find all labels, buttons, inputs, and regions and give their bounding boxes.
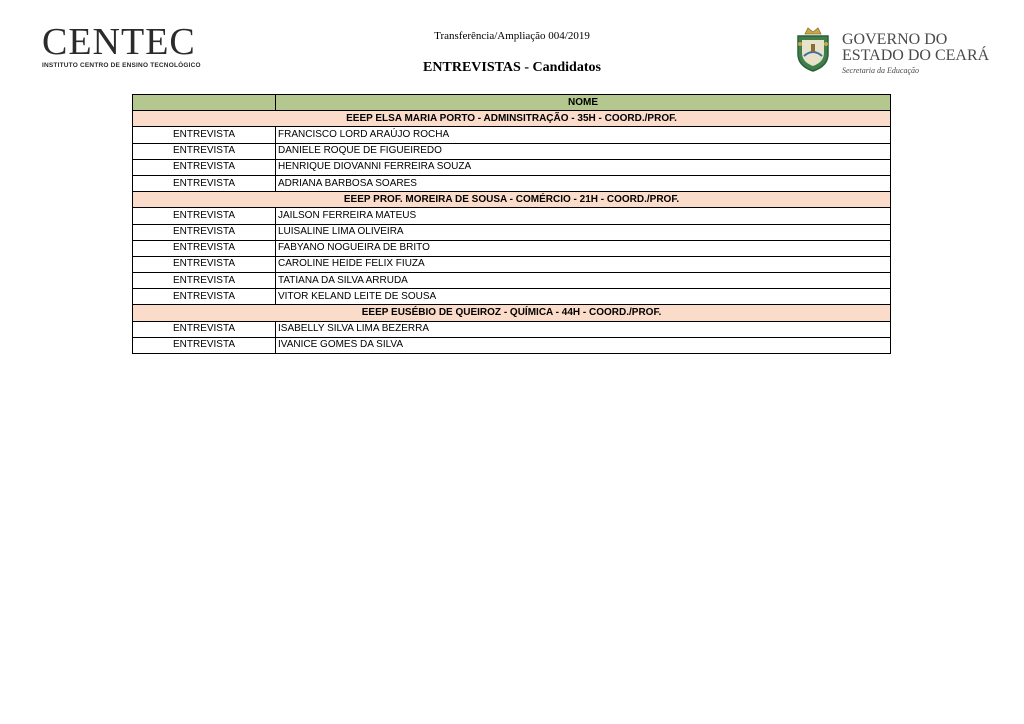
table-row: [133, 159, 891, 175]
status-cell: ENTREVISTA: [133, 143, 276, 159]
government-line: GOVERNO DO: [842, 31, 948, 48]
state-seal-icon: [794, 26, 832, 72]
section-title: EEEP PROF. MOREIRA DE SOUSA - COMÉRCIO - 21H - COORD./PROF.: [133, 192, 891, 208]
name-cell: ADRIANA BARBOSA SOARES: [276, 175, 891, 191]
table-row: [133, 273, 891, 289]
name-cell: ISABELLY SILVA LIMA BEZERRA: [276, 321, 891, 337]
status-cell: ENTREVISTA: [133, 289, 276, 305]
name-cell: TATIANA DA SILVA ARRUDA: [276, 273, 891, 289]
state-line: ESTADO DO CEARÁ: [842, 47, 990, 64]
secretariat-line: Secretaria da Educação: [842, 66, 920, 75]
table-row: [133, 321, 891, 337]
status-cell: ENTREVISTA: [133, 175, 276, 191]
header-cell-nome: NOME: [276, 95, 891, 111]
name-cell: FABYANO NOGUEIRA DE BRITO: [276, 240, 891, 256]
status-cell: ENTREVISTA: [133, 337, 276, 353]
section-row: [133, 111, 891, 127]
centec-logo-wordmark: CENTEC: [42, 21, 196, 63]
name-cell: LUISALINE LIMA OLIVEIRA: [276, 224, 891, 240]
table-row: [133, 289, 891, 305]
name-cell: HENRIQUE DIOVANNI FERREIRA SOUZA: [276, 159, 891, 175]
name-cell: CAROLINE HEIDE FELIX FIUZA: [276, 256, 891, 272]
table-row: [133, 224, 891, 240]
status-cell: ENTREVISTA: [133, 159, 276, 175]
table-row: [133, 127, 891, 143]
table-header-row: [133, 95, 891, 111]
section-title: EEEP EUSÉBIO DE QUEIROZ - QUÍMICA - 44H - COORD./PROF.: [133, 305, 891, 321]
status-cell: ENTREVISTA: [133, 208, 276, 224]
status-cell: ENTREVISTA: [133, 224, 276, 240]
name-cell: VITOR KELAND LEITE DE SOUSA: [276, 289, 891, 305]
name-cell: DANIELE ROQUE DE FIGUEIREDO: [276, 143, 891, 159]
table-row: [133, 175, 891, 191]
table-row: [133, 208, 891, 224]
centec-logo-subtitle: INSTITUTO CENTRO DE ENSINO TECNOLÓGICO: [42, 62, 201, 69]
section-title: EEEP ELSA MARIA PORTO - ADMINSITRAÇÃO - 35H - COORD./PROF.: [133, 111, 891, 127]
name-cell: FRANCISCO LORD ARAÚJO ROCHA: [276, 127, 891, 143]
table-row: [133, 256, 891, 272]
candidates-table: [132, 94, 891, 354]
status-cell: ENTREVISTA: [133, 240, 276, 256]
header-cell-blank: [133, 95, 276, 111]
name-cell: IVANICE GOMES DA SILVA: [276, 337, 891, 353]
status-cell: ENTREVISTA: [133, 256, 276, 272]
document-title: ENTREVISTAS - Candidatos: [423, 60, 601, 75]
section-row: [133, 192, 891, 208]
status-cell: ENTREVISTA: [133, 321, 276, 337]
table-row: [133, 240, 891, 256]
table-row: [133, 337, 891, 353]
ceara-government-logo: [794, 26, 994, 76]
table-row: [133, 143, 891, 159]
section-row: [133, 305, 891, 321]
document-subtitle: Transferência/Ampliação 004/2019: [434, 30, 590, 42]
status-cell: ENTREVISTA: [133, 273, 276, 289]
status-cell: ENTREVISTA: [133, 127, 276, 143]
name-cell: JAILSON FERREIRA MATEUS: [276, 208, 891, 224]
